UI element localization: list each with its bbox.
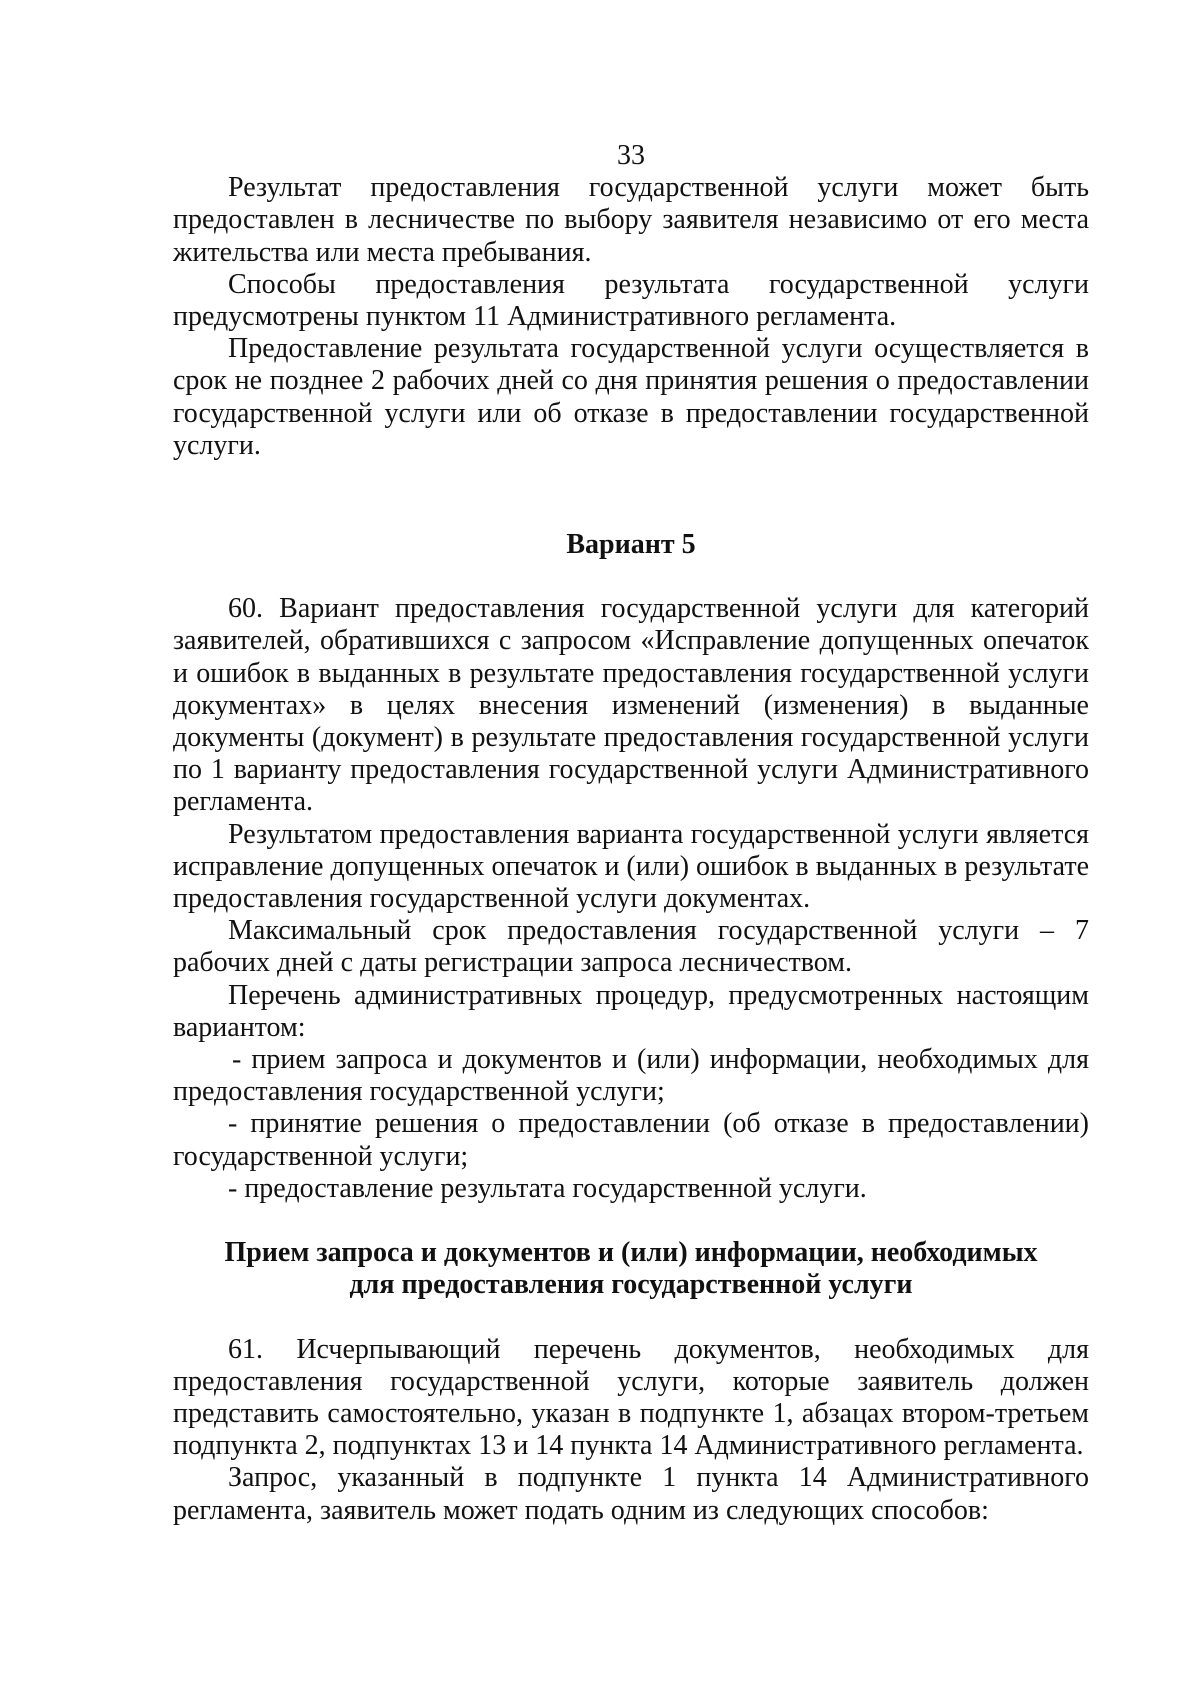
paragraph-result-location: Результат предоставления государственной услуги может быть предоставлен в лесничестве по выбору заявителя независимо от его места жительства или места пребывания.: [173, 172, 1089, 268]
procedure-item: - предоставление результата государственной услуги.: [228, 1172, 867, 1204]
paragraph-request-methods: Запрос, указанный в подпункте 1 пункта 14 Административного регламента, заявитель может подать одним из следующих способов:: [173, 1462, 1089, 1526]
paragraph-variant-max-term: Максимальный срок предоставления государственной услуги – 7 рабочих дней с даты регистрации запроса лесничеством.: [173, 915, 1089, 979]
section-heading-line: Прием запроса и документов и (или) информации, необходимых: [224, 1237, 1038, 1269]
paragraph-documents-list: 61. Исчерпывающий перечень документов, необходимых для предоставления государственной услуги, которые заявитель должен представить самостоятельно, указан в подпункте 1, абзацах втором-третьем подпункта 2, подпунктах 13 и 14 пункта 14 Административного регламента.: [173, 1333, 1089, 1462]
variant-heading: Вариант 5: [566, 529, 696, 561]
page-number: 33: [617, 140, 645, 171]
paragraph-variant-result: Результатом предоставления варианта государственной услуги является исправление допущенных опечаток и (или) ошибок в выданных в результате предоставления государственной услуги документах.: [173, 818, 1089, 915]
section-heading: [173, 1237, 1089, 1301]
procedure-item: - принятие решения о предоставлении (об отказе в предоставлении) государственной услуги;: [173, 1108, 1089, 1172]
procedure-item: - прием запроса и документов и (или) информации, необходимых для предоставления государственной услуги;: [173, 1044, 1089, 1108]
paragraph-variant-description: 60. Вариант предоставления государственной услуги для категорий заявителей, обратившихся с запросом «Исправление допущенных опечаток и ошибок в выданных в результате предоставления государственной услуги документах» в целях внесения изменений (изменения) в выданные документы (документ) в результате предоставления государственной услуги по 1 варианту предоставления государственной услуги Административного регламента.: [173, 593, 1089, 818]
document-page: [173, 140, 1089, 1527]
section-heading-line: для предоставления государственной услуги: [349, 1269, 913, 1301]
paragraph-result-methods: Способы предоставления результата государственной услуги предусмотрены пунктом 11 Административного регламента.: [173, 268, 1089, 333]
paragraph-result-deadline: Предоставление результата государственной услуги осуществляется в срок не позднее 2 рабочих дней со дня принятия решения о предоставлении государственной услуги или об отказе в предоставлении государственной услуги.: [173, 333, 1089, 461]
paragraph-procedures-intro: Перечень административных процедур, предусмотренных настоящим вариантом:: [173, 979, 1089, 1043]
